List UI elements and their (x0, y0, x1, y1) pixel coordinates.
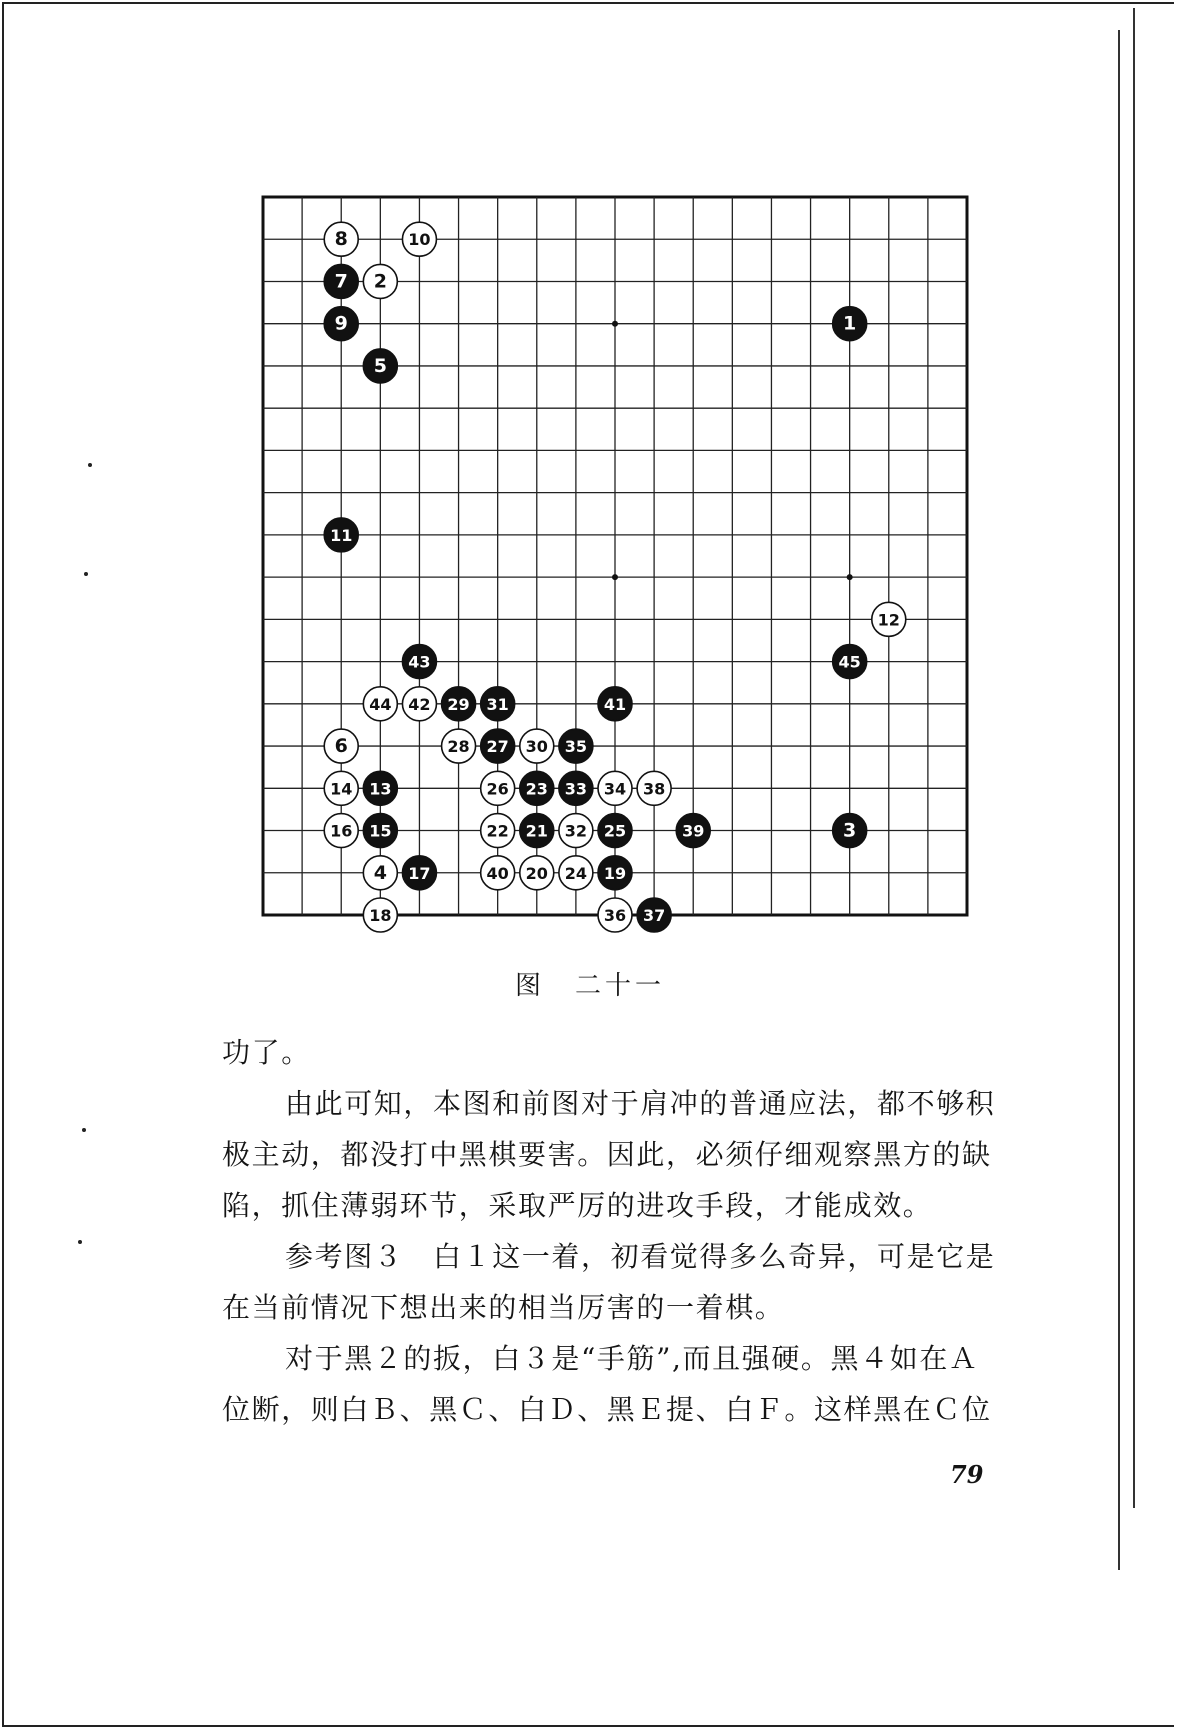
black-stone (363, 814, 397, 848)
stone-move-number: 13 (369, 779, 392, 799)
white-stone (481, 814, 515, 848)
white-stone (402, 222, 436, 256)
stone-move-number: 9 (334, 312, 348, 335)
black-stone (520, 771, 554, 805)
black-stone (637, 898, 671, 932)
scan-speck (84, 572, 88, 576)
stone-move-number: 29 (447, 694, 470, 714)
stone-move-number: 21 (525, 821, 548, 841)
stone-move-number: 34 (603, 779, 627, 799)
black-stone (833, 307, 867, 341)
white-stone (324, 771, 358, 805)
stone-move-number: 19 (603, 863, 627, 883)
stone-move-number: 30 (525, 737, 548, 757)
white-stone (559, 856, 593, 890)
white-stone (363, 687, 397, 721)
stone-move-number: 11 (330, 525, 353, 545)
stone-move-number: 24 (564, 863, 588, 883)
stone-move-number: 25 (603, 821, 627, 841)
scan-speck (78, 1240, 82, 1244)
body-line: 对于黑２的扳，白３是“手筋”,而且强硬。黑４如在Ａ (285, 1342, 979, 1375)
page-edge-line (1133, 8, 1135, 1508)
stone-move-number: 4 (373, 861, 387, 884)
stone-move-number: 31 (486, 694, 509, 714)
stone-move-number: 26 (486, 779, 509, 799)
stone-move-number: 37 (642, 906, 666, 925)
figure-caption: 图 二十一 (514, 971, 665, 1001)
star-point (612, 574, 618, 580)
stone-move-number: 22 (486, 821, 509, 841)
stone-move-number: 12 (877, 610, 900, 630)
stone-move-number: 17 (408, 863, 431, 883)
stone-move-number: 33 (564, 779, 588, 799)
black-stone (481, 687, 515, 721)
stone-move-number: 1 (843, 312, 857, 335)
black-stone (402, 645, 436, 679)
stone-move-number: 40 (486, 863, 509, 883)
white-stone (520, 856, 554, 890)
white-stone (324, 814, 358, 848)
scan-speck (88, 463, 92, 467)
body-line: 由此可知，本图和前图对于肩冲的普通应法，都不够积 (285, 1087, 996, 1120)
stone-move-number: 7 (334, 270, 348, 293)
body-line: 在当前情况下想出来的相当厉害的一着棋。 (222, 1291, 785, 1324)
stone-move-number: 23 (525, 779, 548, 799)
white-stone (520, 729, 554, 763)
white-stone (363, 856, 397, 890)
white-stone (872, 602, 906, 636)
body-line: 位断，则白Ｂ、黑Ｃ、白Ｄ、黑Ｅ提、白Ｆ。这样黑在Ｃ位 (222, 1393, 992, 1426)
body-line: 陷，抓住薄弱环节，采取严厉的进攻手段，才能成效。 (222, 1189, 933, 1222)
body-line: 参考图３ 白１这一着，初看觉得多么奇异，可是它是 (285, 1240, 996, 1273)
stone-move-number: 32 (564, 821, 588, 841)
white-stone (363, 898, 397, 932)
white-stone (324, 222, 358, 256)
stone-move-number: 36 (603, 906, 627, 925)
stone-move-number: 35 (564, 737, 588, 757)
black-stone (442, 687, 476, 721)
board-grid (263, 197, 967, 915)
white-stone (598, 771, 632, 805)
stone-move-number: 3 (843, 819, 857, 842)
white-stone (442, 729, 476, 763)
stone-move-number: 10 (408, 230, 431, 250)
white-stone (481, 856, 515, 890)
stone-move-number: 20 (525, 863, 548, 883)
stone-move-number: 2 (373, 270, 387, 293)
star-point (847, 574, 853, 580)
white-stone (637, 771, 671, 805)
black-stone (598, 856, 632, 890)
black-stone (402, 856, 436, 890)
black-stone (324, 518, 358, 552)
white-stone (598, 898, 632, 932)
stone-move-number: 39 (682, 821, 705, 841)
black-stone (598, 687, 632, 721)
stone-move-number: 16 (330, 821, 353, 841)
black-stone (676, 814, 710, 848)
stone-move-number: 8 (334, 228, 348, 251)
body-line: 功了。 (222, 1036, 311, 1069)
white-stone (481, 771, 515, 805)
black-stone (324, 307, 358, 341)
black-stone (598, 814, 632, 848)
white-stone (363, 264, 397, 298)
stone-move-number: 38 (642, 779, 666, 799)
black-stone (481, 729, 515, 763)
stone-move-number: 15 (369, 821, 392, 841)
page-edge-line (1118, 30, 1120, 1570)
stone-move-number: 18 (369, 906, 392, 925)
black-stone (324, 264, 358, 298)
stone-move-number: 14 (330, 779, 353, 799)
white-stone (402, 687, 436, 721)
black-stone (520, 814, 554, 848)
page-number: 79 (950, 1460, 984, 1489)
body-line: 极主动，都没打中黑棋要害。因此，必须仔细观察黑方的缺 (222, 1138, 992, 1171)
black-stone (833, 814, 867, 848)
stone-move-number: 41 (603, 694, 627, 714)
star-point (612, 321, 618, 327)
stone-move-number: 6 (334, 735, 348, 758)
white-stone (559, 814, 593, 848)
stone-move-number: 27 (486, 737, 509, 757)
stone-move-number: 43 (408, 652, 431, 672)
black-stone (363, 771, 397, 805)
stone-move-number: 45 (838, 652, 861, 672)
black-stone (363, 349, 397, 383)
black-stone (833, 645, 867, 679)
stone-move-number: 5 (373, 354, 387, 377)
black-stone (559, 729, 593, 763)
scan-speck (82, 1128, 86, 1132)
black-stone (559, 771, 593, 805)
white-stone (324, 729, 358, 763)
stone-move-number: 42 (408, 694, 431, 714)
stone-move-number: 44 (369, 694, 392, 714)
go-board-diagram (256, 192, 976, 925)
stone-move-number: 28 (447, 737, 470, 757)
